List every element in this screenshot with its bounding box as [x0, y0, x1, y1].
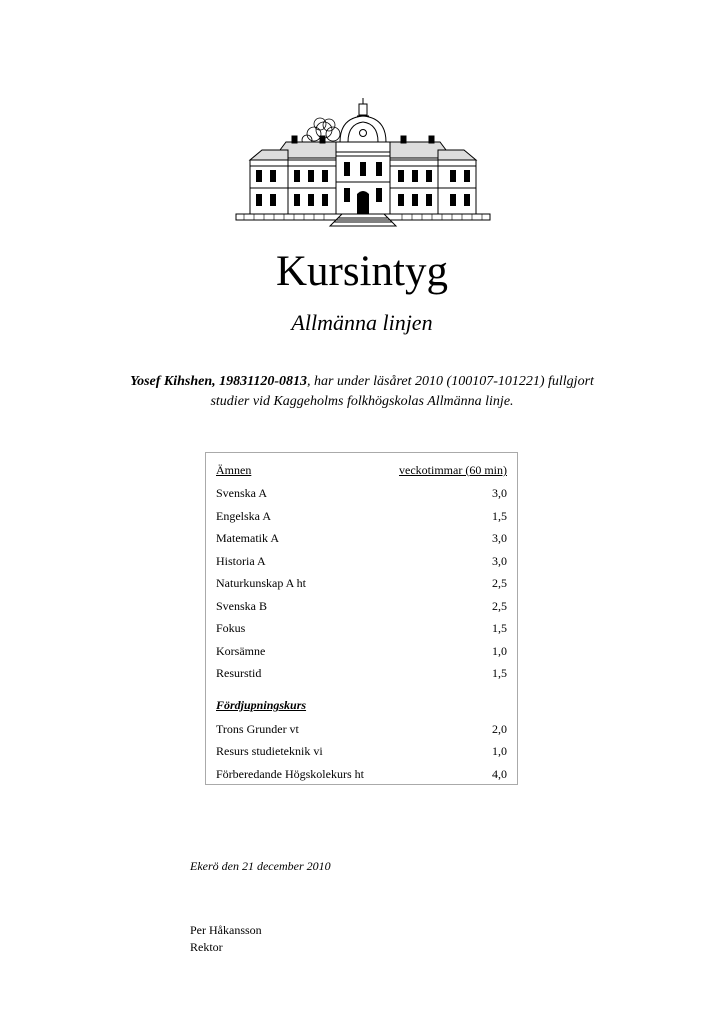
course-name: Resurs studieteknik vi [216, 744, 323, 758]
course-name: Svenska A [216, 486, 267, 500]
table-row [216, 575, 507, 591]
table-row [216, 553, 507, 569]
course-name: Trons Grunder vt [216, 722, 299, 736]
table-header [216, 462, 507, 478]
section-heading [216, 697, 507, 713]
table-row [216, 665, 507, 681]
signature-block [190, 922, 262, 956]
course-hours: 1,5 [492, 666, 507, 680]
place-date: Ekerö den 21 december 2010 [190, 859, 331, 873]
table-row [216, 508, 507, 524]
header-subject: Ämnen [216, 463, 252, 477]
course-hours: 2,5 [492, 599, 507, 613]
course-name: Engelska A [216, 509, 271, 523]
table-row [216, 766, 507, 782]
intro-paragraph [100, 372, 624, 412]
table-row [216, 598, 507, 614]
table-row [216, 643, 507, 659]
course-hours: 1,0 [492, 644, 507, 658]
table-row [216, 721, 507, 737]
course-table [205, 452, 518, 785]
course-hours: 3,0 [492, 531, 507, 545]
course-name: Korsämne [216, 644, 266, 658]
course-hours: 3,0 [492, 554, 507, 568]
intro-text-line1: , har under läsåret 2010 (100107-101221) fullgjort [307, 374, 594, 389]
course-hours: 1,0 [492, 744, 507, 758]
course-name: Svenska B [216, 599, 267, 613]
table-row [216, 530, 507, 546]
course-hours: 4,0 [492, 767, 507, 781]
document-subtitle: Allmänna linjen [291, 310, 433, 335]
course-hours: 1,5 [492, 621, 507, 635]
course-name: Matematik A [216, 531, 279, 545]
section-title: Fördjupningskurs [216, 698, 307, 712]
course-hours: 1,5 [492, 509, 507, 523]
signatory-role: Rektor [190, 940, 223, 954]
course-hours: 2,0 [492, 722, 507, 736]
header-hours: veckotimmar (60 min) [399, 463, 507, 477]
table-row [216, 620, 507, 636]
course-name: Naturkunskap A ht [216, 576, 306, 590]
intro-text-line2: studier vid Kaggeholms folkhögskolas Allmänna linje. [210, 394, 514, 409]
course-name: Resurstid [216, 666, 262, 680]
table-row [216, 743, 507, 759]
student-name-id: Yosef Kihshen, 19831120-0813 [130, 374, 308, 389]
manor-house-icon [234, 96, 492, 230]
course-name: Förberedande Högskolekurs ht [216, 767, 364, 781]
table-row [216, 485, 507, 501]
course-name: Fokus [216, 621, 246, 635]
document-title: Kursintyg [276, 248, 448, 295]
course-hours: 2,5 [492, 576, 507, 590]
course-hours: 3,0 [492, 486, 507, 500]
course-name: Historia A [216, 554, 266, 568]
signatory-name: Per Håkansson [190, 923, 262, 937]
